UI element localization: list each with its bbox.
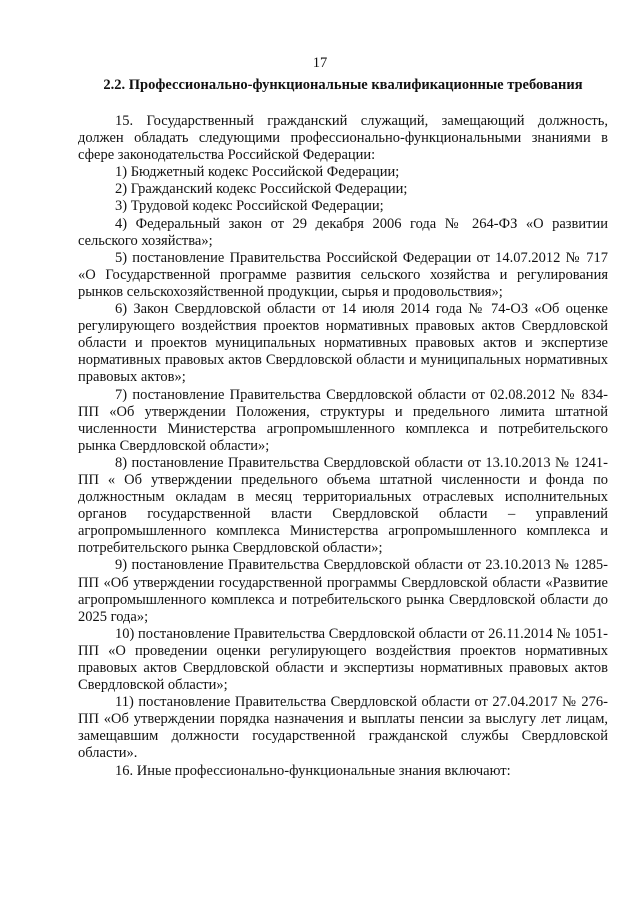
list-item-3: 3) Трудовой кодекс Российской Федерации;: [115, 198, 384, 215]
list-item-1: 1) Бюджетный кодекс Российской Федерации;: [115, 164, 400, 181]
list-item-7: 7) постановление Правительства Свердловской области от 02.08.2012 № 834-ПП «Об утверждении Положения, структуры и предельного лимита штатной численности Министерства агропромышленного комплекса и потребительского рынка Свердловской области»;: [78, 386, 608, 454]
body-text: [78, 113, 608, 780]
list-item-2: 2) Гражданский кодекс Российской Федерации;: [115, 181, 408, 198]
list-item-6: 6) Закон Свердловской области от 14 июля 2014 года № 74-ОЗ «Об оценке регулирующего воздействия проектов нормативных правовых актов Свердловской области и проектов муниципальных нормативных правовых актов и экспертизе нормативных правовых актов Свердловской области и муниципальных нормативных правовых актов»;: [78, 301, 608, 386]
paragraph-16: 16. Иные профессионально-функциональные знания включают:: [115, 762, 511, 779]
list-item-9: 9) постановление Правительства Свердловской области от 23.10.2013 № 1285-ПП «Об утверждении государственной программы Свердловской области «Развитие агропромышленного комплекса и потребительского рынка Свердловской области до 2025 года»;: [78, 557, 608, 625]
list-item-8: 8) постановление Правительства Свердловской области от 13.10.2013 № 1241-ПП « Об утверждении предельного объема штатной численности и фонда по должностным окладам в месяц территориальных отраслевых исполнительных органов государственной власти Свердловской области – управлений агропромышленного комплекса Министерства агропромышленного комплекса и потребительского рынка Свердловской области»;: [78, 454, 608, 557]
list-item-5: 5) постановление Правительства Российской Федерации от 14.07.2012 № 717 «О Государственной программе развития сельского хозяйства и регулирования рынков сельскохозяйственной продукции, сырья и продовольствия»;: [78, 249, 608, 300]
list-item-4: 4) Федеральный закон от 29 декабря 2006 года № 264-ФЗ «О развитии сельского хозяйства»;: [78, 215, 608, 249]
section-title: 2.2. Профессионально-функциональные квалификационные требования: [103, 77, 583, 93]
paragraph-15: 15. Государственный гражданский служащий, замещающий должность, должен обладать следующими профессионально-функциональными знаниями в сфере законодательства Российской Федерации:: [78, 113, 608, 164]
list-item-11: 11) постановление Правительства Свердловской области от 27.04.2017 № 276-ПП «Об утверждении порядка назначения и выплаты пенсии за выслугу лет лицам, замещавшим должности государственной гражданской службы Свердловской области».: [78, 694, 608, 762]
page-number: 17: [312, 55, 328, 71]
list-item-10: 10) постановление Правительства Свердловской области от 26.11.2014 № 1051-ПП «О проведении оценки регулирующего воздействия проектов нормативных правовых актов Свердловской области и экспертизы нормативных правовых актов Свердловской области»;: [78, 625, 608, 694]
